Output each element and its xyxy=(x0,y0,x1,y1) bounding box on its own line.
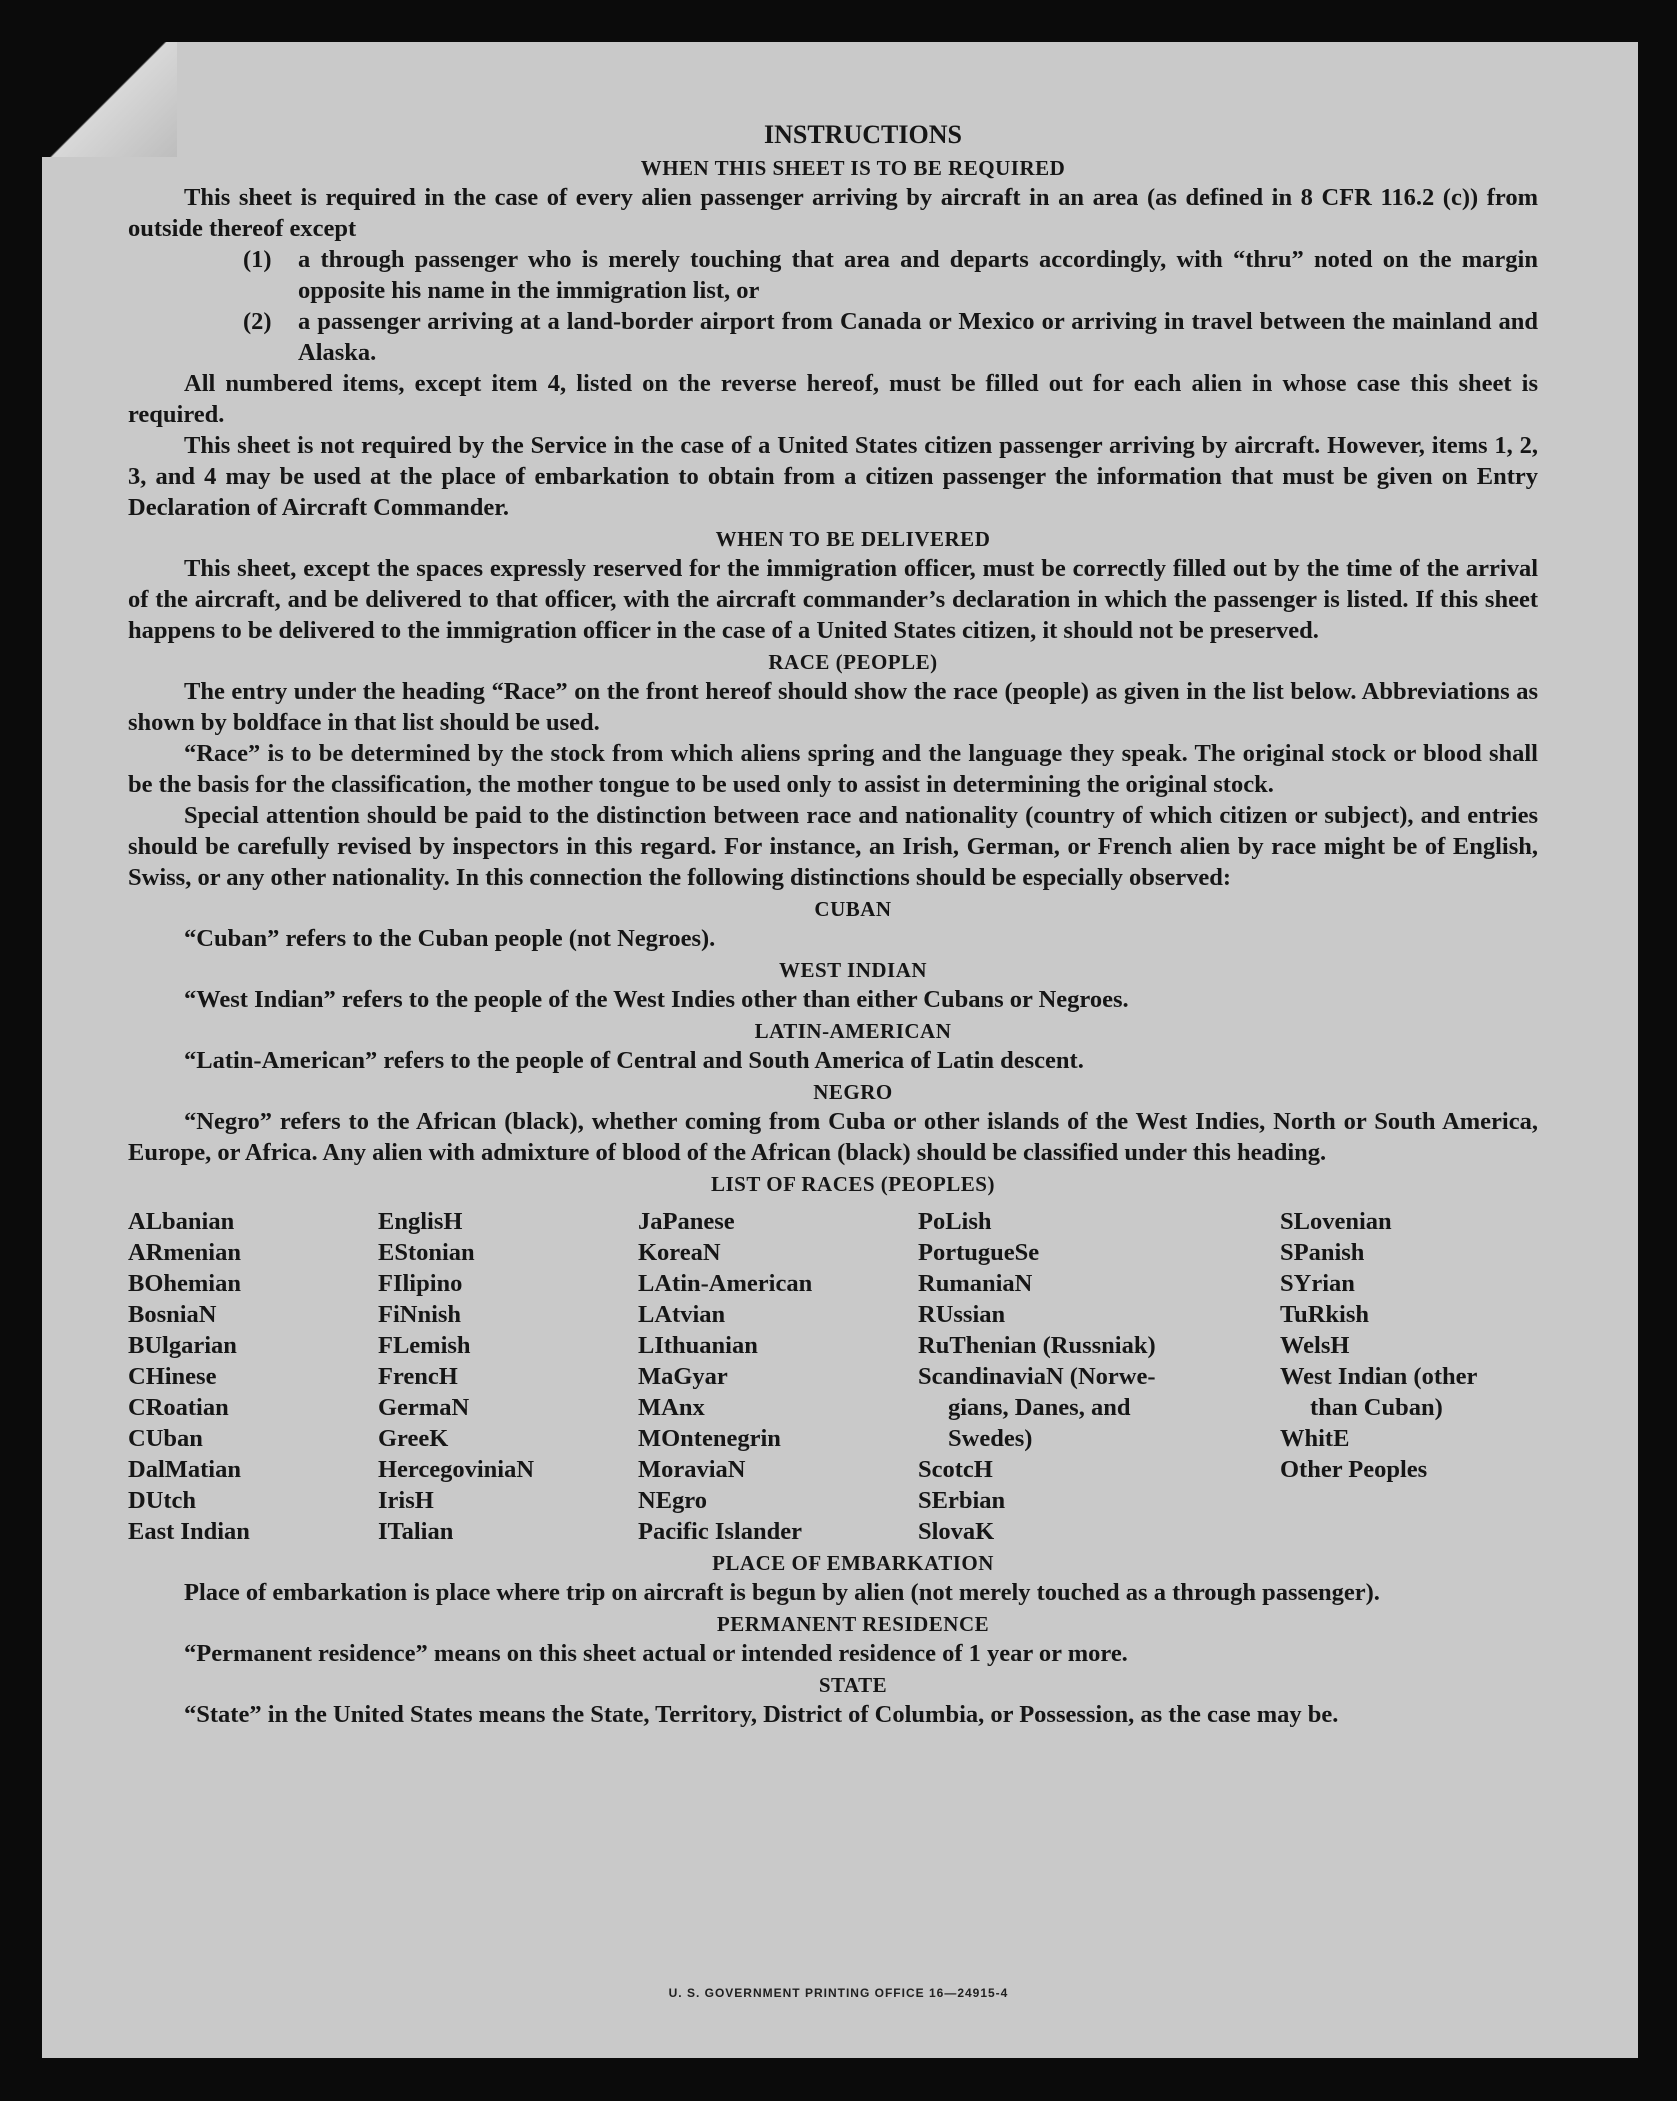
race-entry: BOhemian xyxy=(128,1270,241,1297)
section-heading-race: RACE (PEOPLE) xyxy=(768,650,938,674)
section-heading-permanent-residence: PERMANENT RESIDENCE xyxy=(716,1612,990,1636)
race-entry: CHinese xyxy=(128,1363,217,1390)
race-entry: RumaniaN xyxy=(918,1270,1033,1297)
race-entry: TuRkish xyxy=(1280,1301,1370,1328)
item-number: (2) xyxy=(243,308,272,335)
race-entry: KoreaN xyxy=(638,1239,721,1266)
section-heading-delivered: WHEN TO BE DELIVERED xyxy=(715,527,991,551)
races-list xyxy=(128,1206,1538,1547)
race-entry: SYrian xyxy=(1280,1270,1355,1297)
race-entry: RUssian xyxy=(918,1301,1006,1328)
race-entry: PoLish xyxy=(918,1208,992,1235)
race-entry-continued: than Cuban) xyxy=(1310,1394,1443,1421)
race-entry: ALbanian xyxy=(128,1208,235,1235)
race-entry: MoraviaN xyxy=(638,1456,746,1483)
race-entry: BosniaN xyxy=(128,1301,217,1328)
race-entry: FiNnish xyxy=(378,1301,462,1328)
race-entry: West Indian (other xyxy=(1280,1363,1478,1390)
race-entry: Pacific Islander xyxy=(638,1518,802,1545)
page-title: INSTRUCTIONS xyxy=(764,120,962,149)
race-entry: Other Peoples xyxy=(1280,1456,1428,1483)
race-entry: EnglisH xyxy=(378,1208,463,1235)
race-entry: LAtvian xyxy=(638,1301,726,1328)
item-text: a passenger arriving at a land-border airport from Canada or Mexico or arriving in travel between the mainland and Alaska. xyxy=(298,308,1538,366)
paragraph: Special attention should be paid to the distinction between race and nationality (country of which citizen or subject), and entries should be carefully revised by inspectors in this regard. For instance, an Irish, German, or French alien by race might be of English, Swiss, or any other nationality. In this connection the following distinctions should be especially observed: xyxy=(128,802,1538,891)
paragraph: “West Indian” refers to the people of the West Indies other than either Cubans or Negroes. xyxy=(184,986,1129,1013)
races-column-4 xyxy=(918,1206,1280,1547)
race-entry: SLovenian xyxy=(1280,1208,1392,1235)
races-column-5 xyxy=(1280,1206,1538,1547)
paragraph: “Negro” refers to the African (black), whether coming from Cuba or other islands of the West Indies, North or South America, Europe, or Africa. Any alien with admixture of blood of the African (black) should be classified under this heading. xyxy=(128,1108,1538,1166)
race-entry: SlovaK xyxy=(918,1518,995,1545)
section-heading-cuban: CUBAN xyxy=(814,897,892,921)
race-entry: CRoatian xyxy=(128,1394,229,1421)
paragraph: “Race” is to be determined by the stock from which aliens spring and the language they speak. The original stock or blood shall be the basis for the classification, the mother tongue to be used only to assist in determining the original stock. xyxy=(128,740,1538,798)
paragraph: All numbered items, except item 4, listed on the reverse hereof, must be filled out for each alien in whose case this sheet is required. xyxy=(128,370,1538,428)
race-entry: CUban xyxy=(128,1425,203,1452)
race-entry: WelsH xyxy=(1280,1332,1350,1359)
race-entry: GreeK xyxy=(378,1425,449,1452)
race-entry-continued: gians, Danes, and xyxy=(948,1394,1131,1421)
race-entry: ITalian xyxy=(378,1518,454,1545)
race-entry: FIlipino xyxy=(378,1270,463,1297)
race-entry: East Indian xyxy=(128,1518,250,1545)
race-entry: FLemish xyxy=(378,1332,471,1359)
paragraph: This sheet, except the spaces expressly reserved for the immigration officer, must be correctly filled out by the time of the arrival of the aircraft, and be delivered to that officer, with the aircraft commander’s declaration in which the passenger is listed. If this sheet happens to be delivered to the immigration officer in the case of a United States citizen, it should not be preserved. xyxy=(128,555,1538,644)
paragraph: This sheet is required in the case of every alien passenger arriving by aircraft in an area (as defined in 8 CFR 116.2 (c)) from outside thereof except xyxy=(128,184,1538,242)
race-entry: RuThenian (Russniak) xyxy=(918,1332,1156,1359)
item-number: (1) xyxy=(243,246,272,273)
section-heading-west-indian: WEST INDIAN xyxy=(778,958,928,982)
race-entry: LAtin-American xyxy=(638,1270,813,1297)
item-text: a through passenger who is merely touching that area and departs accordingly, with “thru” noted on the margin opposite his name in the immigration list, or xyxy=(298,246,1538,304)
section-heading-state: STATE xyxy=(818,1673,888,1697)
race-entry: DUtch xyxy=(128,1487,197,1514)
paragraph: The entry under the heading “Race” on the front hereof should show the race (people) as given in the list below. Abbreviations as shown by boldface in that list should be used. xyxy=(128,678,1538,736)
paragraph: This sheet is not required by the Service in the case of a United States citizen passenger arriving by aircraft. However, items 1, 2, 3, and 4 may be used at the place of embarkation to obtain from a citizen passenger the information that must be given on Entry Declaration of Aircraft Commander. xyxy=(128,432,1538,521)
paragraph: “State” in the United States means the State, Territory, District of Columbia, or Possession, as the case may be. xyxy=(184,1701,1339,1728)
race-entry: ScotcH xyxy=(918,1456,993,1483)
instructions-content xyxy=(128,118,1538,1730)
paragraph: Place of embarkation is place where trip on aircraft is begun by alien (not merely touched as a through passenger). xyxy=(184,1579,1380,1606)
race-entry: ARmenian xyxy=(128,1239,241,1266)
section-heading-negro: NEGRO xyxy=(813,1080,893,1104)
list-item xyxy=(128,306,1538,368)
race-entry: LIthuanian xyxy=(638,1332,758,1359)
race-entry: JaPanese xyxy=(638,1208,735,1235)
race-entry: SPanish xyxy=(1280,1239,1365,1266)
race-entry: SErbian xyxy=(918,1487,1006,1514)
race-entry: BUlgarian xyxy=(128,1332,237,1359)
races-column-2 xyxy=(378,1206,638,1547)
race-entry: IrisH xyxy=(378,1487,434,1514)
race-entry: PortugueSe xyxy=(918,1239,1040,1266)
race-entry: WhitE xyxy=(1280,1425,1350,1452)
race-entry: GermaN xyxy=(378,1394,470,1421)
race-entry: EStonian xyxy=(378,1239,475,1266)
race-entry: NEgro xyxy=(638,1487,707,1514)
printing-office-footer: U. S. GOVERNMENT PRINTING OFFICE 16—24915-4 xyxy=(668,1986,1009,2000)
section-heading-embarkation: PLACE OF EMBARKATION xyxy=(712,1551,994,1575)
section-heading-list-of-races: LIST OF RACES (PEOPLES) xyxy=(711,1172,995,1196)
races-column-3 xyxy=(638,1206,918,1547)
section-heading-required: WHEN THIS SHEET IS TO BE REQUIRED xyxy=(640,156,1066,180)
paragraph: “Cuban” refers to the Cuban people (not Negroes). xyxy=(184,925,716,952)
race-entry: MAnx xyxy=(638,1394,705,1421)
list-item xyxy=(128,244,1538,306)
race-entry: MaGyar xyxy=(638,1363,728,1390)
race-entry-continued: Swedes) xyxy=(948,1425,1033,1452)
race-entry: FrencH xyxy=(378,1363,458,1390)
race-entry: ScandinaviaN (Norwe- xyxy=(918,1363,1156,1390)
section-heading-latin-american: LATIN-AMERICAN xyxy=(754,1019,952,1043)
race-entry: MOntenegrin xyxy=(638,1425,781,1452)
race-entry: HercegoviniaN xyxy=(378,1456,535,1483)
races-column-1 xyxy=(128,1206,378,1547)
paragraph: “Latin-American” refers to the people of Central and South America of Latin descent. xyxy=(184,1047,1084,1074)
race-entry: DalMatian xyxy=(128,1456,241,1483)
paragraph: “Permanent residence” means on this sheet actual or intended residence of 1 year or more. xyxy=(184,1640,1128,1667)
